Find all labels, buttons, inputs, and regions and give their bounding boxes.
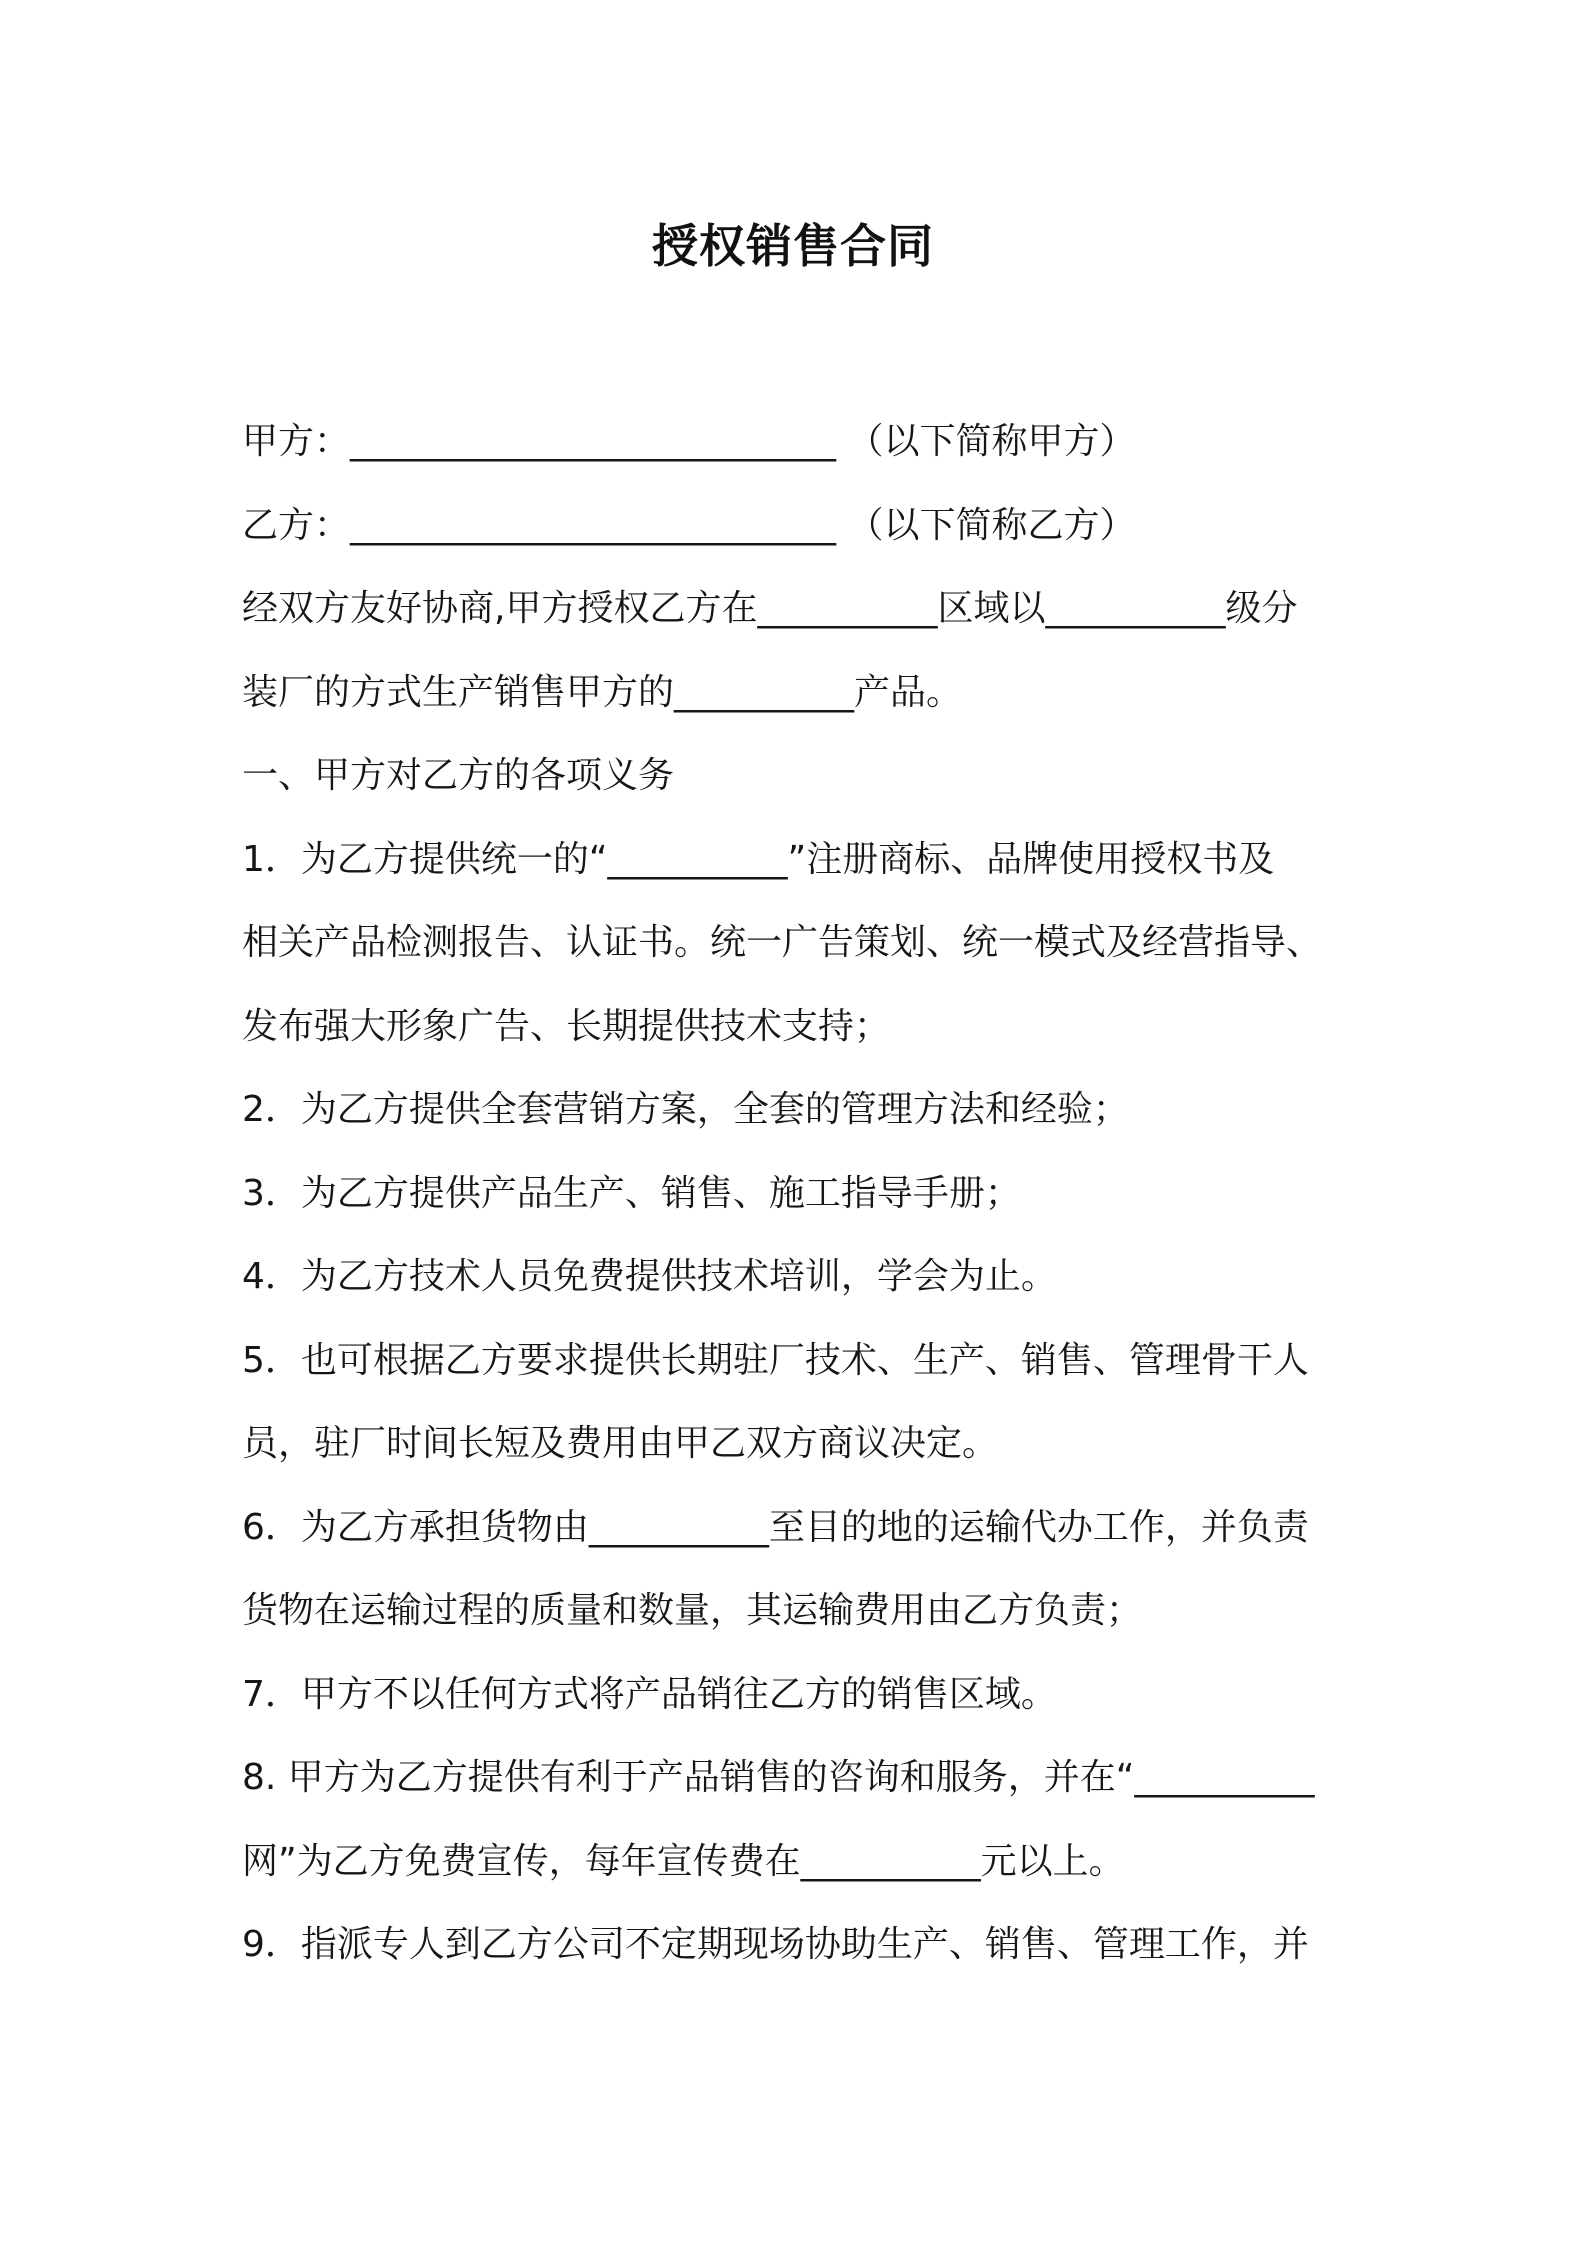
paragraph-line: 经双方友好协商,甲方授权乙方在__________区域以__________级分 — [242, 588, 1298, 629]
clause-line: 4．为乙方技术人员免费提供技术培训，学会为止。 — [242, 1256, 1057, 1297]
clause-line: 3．为乙方提供产品生产、销售、施工指导手册； — [242, 1172, 1021, 1214]
clause-line: 5．也可根据乙方要求提供长期驻厂技术、生产、销售、管理骨干人 — [242, 1339, 1309, 1381]
party-b-line: 乙方：___________________________ （以下简称乙方） — [242, 504, 1136, 546]
clause-line: 相关产品检测报告、认证书。统一广告策划、统一模式及经营指导、 — [242, 922, 1323, 963]
clause-line: 9．指派专人到乙方公司不定期现场协助生产、销售、管理工作，并 — [242, 1924, 1309, 1965]
section-heading: 一、甲方对乙方的各项义务 — [242, 755, 675, 796]
clause-line: 8. 甲方为乙方提供有利于产品销售的咨询和服务，并在“__________ — [242, 1757, 1315, 1798]
clause-line: 6．为乙方承担货物由__________至目的地的运输代办工作，并负责 — [242, 1506, 1309, 1548]
clause-line: 2．为乙方提供全套营销方案，全套的管理方法和经验； — [242, 1089, 1129, 1130]
party-a-line: 甲方：___________________________ （以下简称甲方） — [242, 421, 1136, 462]
clause-line: 员，驻厂时间长短及费用由甲乙双方商议决定。 — [242, 1423, 999, 1464]
clause-line: 7．甲方不以任何方式将产品销往乙方的销售区域。 — [242, 1673, 1057, 1715]
document-body — [242, 400, 1362, 1987]
clause-line: 货物在运输过程的质量和数量，其运输费用由乙方负责； — [242, 1590, 1143, 1631]
document-title: 授权销售合同 — [652, 219, 934, 273]
clause-line: 发布强大形象广告、长期提供技术支持； — [242, 1005, 891, 1047]
clause-line: 网”为乙方免费宣传，每年宣传费在__________元以上。 — [242, 1840, 1125, 1882]
clause-line: 1．为乙方提供统一的“__________”注册商标、品牌使用授权书及 — [242, 838, 1275, 880]
paragraph-line: 装厂的方式生产销售甲方的__________产品。 — [242, 671, 963, 713]
